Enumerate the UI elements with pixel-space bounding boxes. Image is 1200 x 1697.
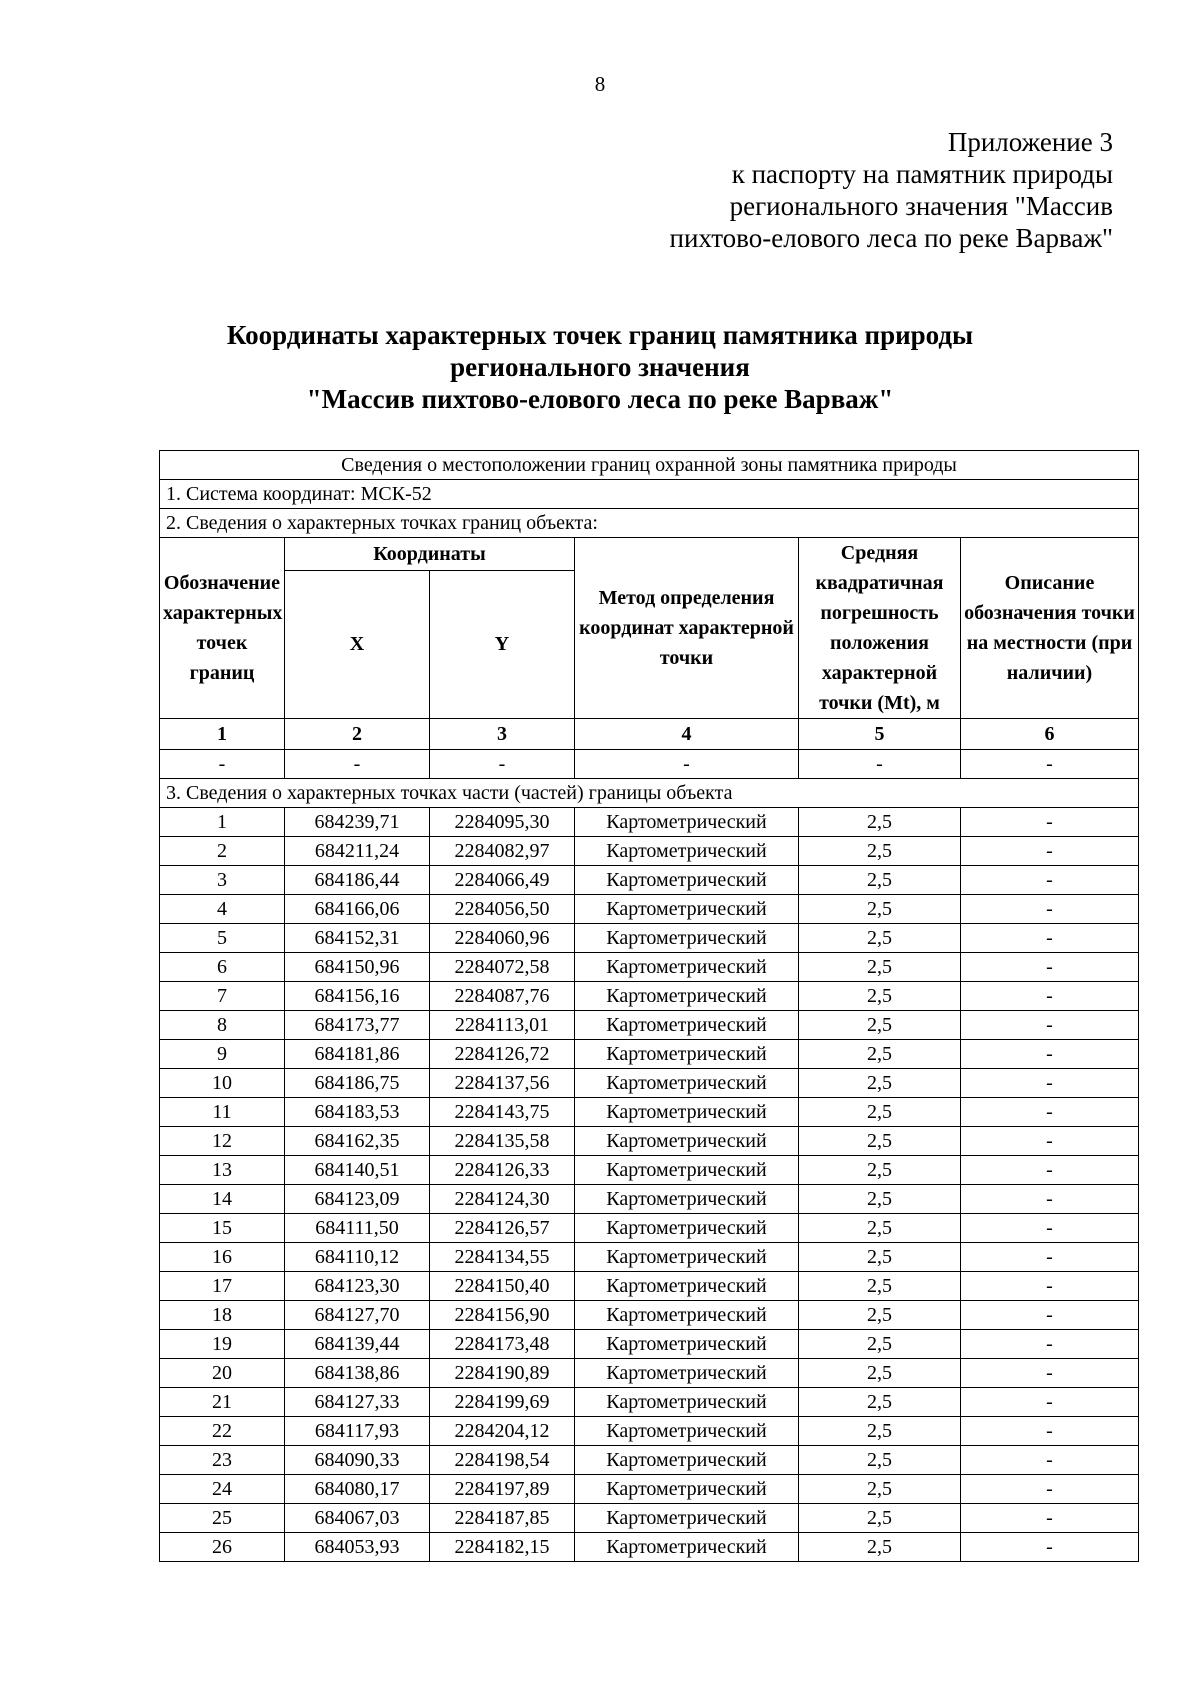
coord-y: 2284134,55 — [430, 1243, 575, 1272]
description: - — [961, 1011, 1139, 1040]
description: - — [961, 1475, 1139, 1504]
coord-x: 684127,33 — [285, 1388, 430, 1417]
method: Картометрический — [575, 1359, 799, 1388]
table-row — [160, 1359, 1139, 1388]
description: - — [961, 1388, 1139, 1417]
document-title — [0, 319, 1200, 415]
coord-y: 2284198,54 — [430, 1446, 575, 1475]
coord-y: 2284087,76 — [430, 982, 575, 1011]
point-number: 4 — [160, 895, 285, 924]
coord-x: 684123,09 — [285, 1185, 430, 1214]
empty-cell: - — [575, 750, 799, 779]
header-designation: Обозначение характерных точек границ — [160, 538, 285, 719]
coord-y: 2284113,01 — [430, 1011, 575, 1040]
appendix-line: к паспорту на памятник природы — [731, 159, 1113, 189]
error: 2,5 — [799, 953, 961, 982]
error: 2,5 — [799, 1504, 961, 1533]
point-number: 23 — [160, 1446, 285, 1475]
title-line: Координаты характерных точек границ памятника природы — [226, 320, 974, 350]
coord-x: 684183,53 — [285, 1098, 430, 1127]
coord-x: 684140,51 — [285, 1156, 430, 1185]
point-number: 15 — [160, 1214, 285, 1243]
error: 2,5 — [799, 1156, 961, 1185]
error: 2,5 — [799, 808, 961, 837]
point-number: 16 — [160, 1243, 285, 1272]
section-3-heading: 3. Сведения о характерных точках части (частей) границы объекта — [160, 779, 1139, 808]
coord-x: 684173,77 — [285, 1011, 430, 1040]
method: Картометрический — [575, 1156, 799, 1185]
error: 2,5 — [799, 1417, 961, 1446]
coord-x: 684139,44 — [285, 1330, 430, 1359]
column-number: 1 — [160, 719, 285, 750]
description: - — [961, 1533, 1139, 1562]
method: Картометрический — [575, 895, 799, 924]
method: Картометрический — [575, 1069, 799, 1098]
header-y: Y — [430, 570, 575, 718]
point-number: 22 — [160, 1417, 285, 1446]
appendix-line: Приложение 3 — [947, 127, 1113, 157]
coord-y: 2284126,57 — [430, 1214, 575, 1243]
description: - — [961, 1272, 1139, 1301]
coord-y: 2284135,58 — [430, 1127, 575, 1156]
error: 2,5 — [799, 982, 961, 1011]
coord-y: 2284156,90 — [430, 1301, 575, 1330]
column-number: 5 — [799, 719, 961, 750]
coord-x: 684186,44 — [285, 866, 430, 895]
description: - — [961, 808, 1139, 837]
empty-row — [160, 750, 1139, 779]
table-row — [160, 1243, 1139, 1272]
coord-y: 2284072,58 — [430, 953, 575, 982]
description: - — [961, 982, 1139, 1011]
table-row — [160, 953, 1139, 982]
table-row — [160, 1185, 1139, 1214]
coord-y: 2284197,89 — [430, 1475, 575, 1504]
coord-x: 684181,86 — [285, 1040, 430, 1069]
coord-x: 684067,03 — [285, 1504, 430, 1533]
point-number: 12 — [160, 1127, 285, 1156]
error: 2,5 — [799, 1243, 961, 1272]
header-description: Описание обозначения точки на местности (при наличии) — [961, 538, 1139, 719]
coord-y: 2284124,30 — [430, 1185, 575, 1214]
point-number: 7 — [160, 982, 285, 1011]
table-row — [160, 1156, 1139, 1185]
point-number: 5 — [160, 924, 285, 953]
coord-x: 684111,50 — [285, 1214, 430, 1243]
method: Картометрический — [575, 1127, 799, 1156]
error: 2,5 — [799, 1011, 961, 1040]
error: 2,5 — [799, 1185, 961, 1214]
coord-x: 684090,33 — [285, 1446, 430, 1475]
coord-y: 2284199,69 — [430, 1388, 575, 1417]
point-number: 6 — [160, 953, 285, 982]
point-number: 9 — [160, 1040, 285, 1069]
error: 2,5 — [799, 1098, 961, 1127]
error: 2,5 — [799, 1388, 961, 1417]
coord-y: 2284056,50 — [430, 895, 575, 924]
description: - — [961, 1359, 1139, 1388]
header-error: Средняя квадратичная погрешность положения характерной точки (Mt), м — [799, 538, 961, 719]
coordinates-table — [159, 450, 1139, 1562]
table-row — [160, 837, 1139, 866]
coord-y: 2284126,33 — [430, 1156, 575, 1185]
column-number: 2 — [285, 719, 430, 750]
error: 2,5 — [799, 1040, 961, 1069]
coord-y: 2284137,56 — [430, 1069, 575, 1098]
coord-y: 2284150,40 — [430, 1272, 575, 1301]
coord-y: 2284095,30 — [430, 808, 575, 837]
table-row — [160, 1040, 1139, 1069]
point-number: 11 — [160, 1098, 285, 1127]
error: 2,5 — [799, 1214, 961, 1243]
error: 2,5 — [799, 924, 961, 953]
point-number: 21 — [160, 1388, 285, 1417]
header-x: X — [285, 570, 430, 718]
point-number: 3 — [160, 866, 285, 895]
table-caption: Сведения о местоположении границ охранной зоны памятника природы — [160, 451, 1139, 480]
table-row — [160, 808, 1139, 837]
point-number: 8 — [160, 1011, 285, 1040]
coord-x: 684211,24 — [285, 837, 430, 866]
coord-x: 684152,31 — [285, 924, 430, 953]
method: Картометрический — [575, 1272, 799, 1301]
coord-y: 2284204,12 — [430, 1417, 575, 1446]
empty-cell: - — [285, 750, 430, 779]
error: 2,5 — [799, 1475, 961, 1504]
description: - — [961, 1040, 1139, 1069]
table-row — [160, 1069, 1139, 1098]
method: Картометрический — [575, 924, 799, 953]
description: - — [961, 1446, 1139, 1475]
coord-x: 684123,30 — [285, 1272, 430, 1301]
method: Картометрический — [575, 1388, 799, 1417]
coord-x: 684156,16 — [285, 982, 430, 1011]
empty-cell: - — [430, 750, 575, 779]
coord-x: 684053,93 — [285, 1533, 430, 1562]
description: - — [961, 837, 1139, 866]
table-row — [160, 1446, 1139, 1475]
description: - — [961, 1098, 1139, 1127]
header-row — [160, 538, 1139, 571]
coord-system: 1. Система координат: МСК-52 — [160, 480, 1139, 509]
error: 2,5 — [799, 895, 961, 924]
error: 2,5 — [799, 1127, 961, 1156]
title-line: регионального значения — [450, 352, 750, 382]
point-number: 14 — [160, 1185, 285, 1214]
coord-y: 2284082,97 — [430, 837, 575, 866]
point-number: 20 — [160, 1359, 285, 1388]
coord-x: 684138,86 — [285, 1359, 430, 1388]
point-number: 17 — [160, 1272, 285, 1301]
error: 2,5 — [799, 1069, 961, 1098]
column-number: 4 — [575, 719, 799, 750]
header-coordinates: Координаты — [285, 538, 575, 571]
description: - — [961, 1301, 1139, 1330]
point-number: 1 — [160, 808, 285, 837]
point-number: 24 — [160, 1475, 285, 1504]
description: - — [961, 1417, 1139, 1446]
section-2-heading: 2. Сведения о характерных точках границ объекта: — [160, 509, 1139, 538]
coord-system-row — [160, 480, 1139, 509]
point-number: 2 — [160, 837, 285, 866]
table-row — [160, 1301, 1139, 1330]
empty-cell: - — [961, 750, 1139, 779]
coord-x: 684080,17 — [285, 1475, 430, 1504]
header-method: Метод определения координат характерной точки — [575, 538, 799, 719]
method: Картометрический — [575, 1214, 799, 1243]
method: Картометрический — [575, 1446, 799, 1475]
method: Картометрический — [575, 953, 799, 982]
table-row — [160, 895, 1139, 924]
coord-x: 684186,75 — [285, 1069, 430, 1098]
appendix-line: регионального значения "Массив — [729, 191, 1113, 221]
column-number: 3 — [430, 719, 575, 750]
column-number: 6 — [961, 719, 1139, 750]
table-row — [160, 982, 1139, 1011]
method: Картометрический — [575, 1185, 799, 1214]
table-row — [160, 1214, 1139, 1243]
method: Картометрический — [575, 866, 799, 895]
coord-y: 2284060,96 — [430, 924, 575, 953]
error: 2,5 — [799, 866, 961, 895]
point-number: 19 — [160, 1330, 285, 1359]
method: Картометрический — [575, 982, 799, 1011]
section-3-row — [160, 779, 1139, 808]
coord-y: 2284190,89 — [430, 1359, 575, 1388]
error: 2,5 — [799, 1533, 961, 1562]
appendix-reference — [670, 126, 1113, 254]
error: 2,5 — [799, 1359, 961, 1388]
coord-x: 684110,12 — [285, 1243, 430, 1272]
table-row — [160, 1272, 1139, 1301]
description: - — [961, 1504, 1139, 1533]
coord-y: 2284182,15 — [430, 1533, 575, 1562]
method: Картометрический — [575, 1475, 799, 1504]
page-number: 8 — [594, 72, 606, 96]
method: Картометрический — [575, 1011, 799, 1040]
method: Картометрический — [575, 1330, 799, 1359]
description: - — [961, 953, 1139, 982]
description: - — [961, 1127, 1139, 1156]
description: - — [961, 1214, 1139, 1243]
coord-y: 2284066,49 — [430, 866, 575, 895]
title-line: "Массив пихтово-елового леса по реке Варваж" — [306, 384, 894, 414]
coord-x: 684239,71 — [285, 808, 430, 837]
method: Картометрический — [575, 1417, 799, 1446]
method: Картометрический — [575, 1301, 799, 1330]
description: - — [961, 1156, 1139, 1185]
description: - — [961, 1069, 1139, 1098]
description: - — [961, 895, 1139, 924]
point-number: 10 — [160, 1069, 285, 1098]
table-row — [160, 1098, 1139, 1127]
point-number: 13 — [160, 1156, 285, 1185]
method: Картометрический — [575, 808, 799, 837]
section-2-row — [160, 509, 1139, 538]
error: 2,5 — [799, 1301, 961, 1330]
table-caption-row — [160, 451, 1139, 480]
coord-x: 684127,70 — [285, 1301, 430, 1330]
table-row — [160, 1127, 1139, 1156]
method: Картометрический — [575, 1243, 799, 1272]
error: 2,5 — [799, 1272, 961, 1301]
description: - — [961, 866, 1139, 895]
method: Картометрический — [575, 1098, 799, 1127]
table-row — [160, 1417, 1139, 1446]
method: Картометрический — [575, 1040, 799, 1069]
coord-x: 684162,35 — [285, 1127, 430, 1156]
description: - — [961, 1330, 1139, 1359]
method: Картометрический — [575, 1533, 799, 1562]
table-row — [160, 1533, 1139, 1562]
error: 2,5 — [799, 1330, 961, 1359]
empty-cell: - — [799, 750, 961, 779]
coord-y: 2284143,75 — [430, 1098, 575, 1127]
description: - — [961, 1243, 1139, 1272]
appendix-line: пихтово-елового леса по реке Варваж" — [669, 223, 1113, 253]
point-number: 26 — [160, 1533, 285, 1562]
table-row — [160, 866, 1139, 895]
table-row — [160, 924, 1139, 953]
point-number: 18 — [160, 1301, 285, 1330]
coord-x: 684117,93 — [285, 1417, 430, 1446]
point-number: 25 — [160, 1504, 285, 1533]
coord-y: 2284187,85 — [430, 1504, 575, 1533]
method: Картометрический — [575, 1504, 799, 1533]
coord-y: 2284173,48 — [430, 1330, 575, 1359]
empty-cell: - — [160, 750, 285, 779]
column-numbers-row — [160, 719, 1139, 750]
table-row — [160, 1504, 1139, 1533]
table-row — [160, 1475, 1139, 1504]
coord-x: 684150,96 — [285, 953, 430, 982]
error: 2,5 — [799, 1446, 961, 1475]
description: - — [961, 1185, 1139, 1214]
table-row — [160, 1011, 1139, 1040]
table-row — [160, 1330, 1139, 1359]
coord-x: 684166,06 — [285, 895, 430, 924]
method: Картометрический — [575, 837, 799, 866]
error: 2,5 — [799, 837, 961, 866]
coord-y: 2284126,72 — [430, 1040, 575, 1069]
description: - — [961, 924, 1139, 953]
table-row — [160, 1388, 1139, 1417]
